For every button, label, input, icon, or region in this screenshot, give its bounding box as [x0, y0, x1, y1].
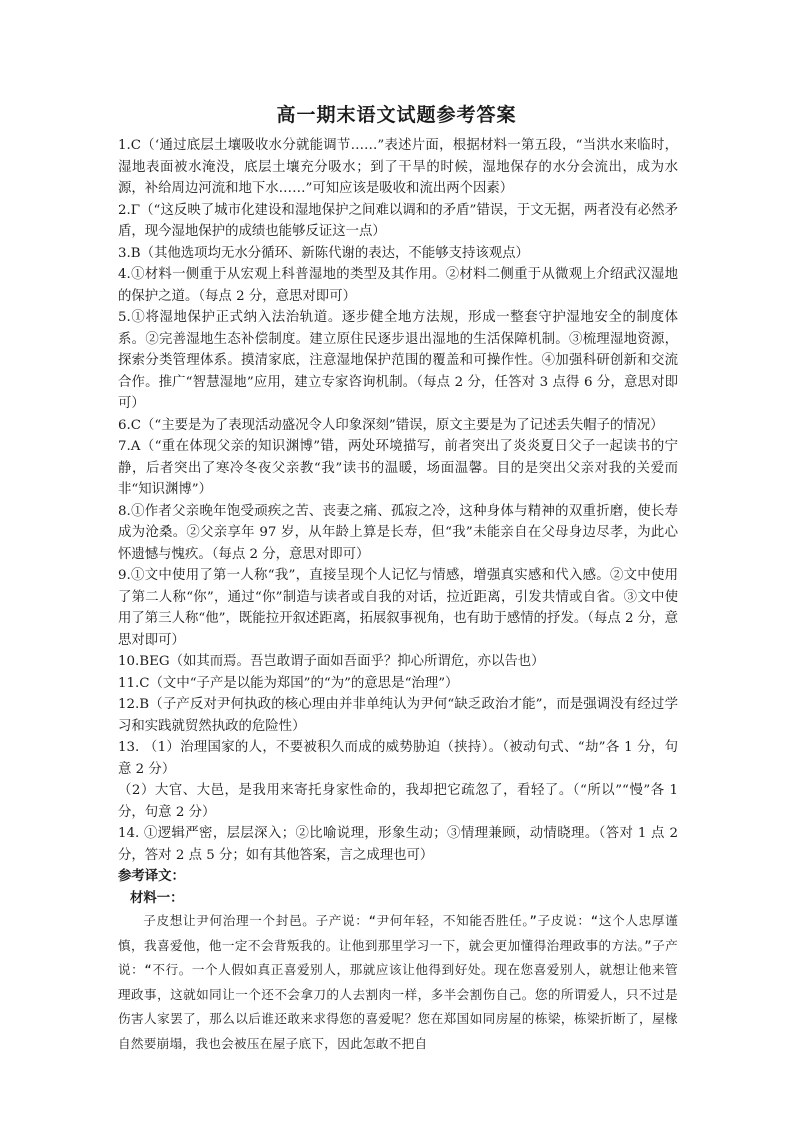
page-title: 高一期末语文试题参考答案: [276, 104, 517, 126]
answer-13-part-1: 13. （1）治理国家的人，不要被积久而成的威势胁迫（挟持）。（被动句式、“劫”各 1 分，句意 2 分）: [118, 740, 678, 777]
answer-1: 1.C（‘通过底层土壤吸收水分就能调节……”表述片面，根据材料一第五段，“当洪水来临时，湿地表面被水淹没，底层土壤充分吸水；到了干旱的时候，湿地保存的水分会流出，成为水源，补给周边河流和地下水……”可知应该是吸收和流出两个因素）: [118, 138, 678, 196]
answer-13-part-2: （2）大官、大邑，是我用来寄托身家性命的，我却把它疏忽了，看轻了。（“所以”“慢”各 1 分，句意 2 分）: [118, 783, 678, 820]
answer-4: 4.①材料一侧重于从宏观上科普湿地的类型及其作用。②材料二侧重于从微观上介绍武汉湿地的保护之道。（每点 2 分，意思对即可）: [118, 267, 678, 304]
answer-5: 5.①将湿地保护正式纳入法治轨道。逐步健全地方法规，形成一整套守护湿地安全的制度体系。②完善湿地生态补偿制度。建立原住民逐步退出湿地的生活保障机制。③梳理湿地资源，探索分类管理体系。摸清家底，注意湿地保护范围的覆盖和可操作性。④加强科研创新和交流合作。推广“智慧湿地”应用，建立专家咨询机制。（每点 2 分，任答对 3 点得 6 分，意思对即可）: [118, 310, 678, 411]
answer-content: [118, 135, 678, 1057]
answer-8: 8.①作者父亲晚年饱受顽疾之苦、丧妻之痛、孤寂之冷，这种身体与精神的双重折磨，使长寿成为沧桑。②父亲享年 97 岁，从年龄上算是长寿，但“我”未能亲自在父母身边尽孝，为此心怀遗憾与愧疚。（每点 2 分，意思对即可）: [118, 503, 678, 562]
material-one-heading: 材料一：: [130, 890, 184, 906]
answer-10: 10.BEG（如其而焉。吾岂敢谓子面如吾面乎？抑心所谓危，亦以告也）: [118, 654, 545, 669]
answer-14: 14. ①逻辑严密，层层深入；②比喻说理，形象生动；③情理兼顾，动情晓理。（答对 1 点 2 分，答对 2 点 5 分；如有其他答案，言之成理也可）: [118, 826, 678, 863]
reference-translation-heading: 参考译文：: [118, 869, 185, 884]
answer-3: 3.B（其他选项均无水分循环、新陈代谢的表达，不能够支持该观点）: [118, 245, 529, 261]
translation-paragraph: 子皮想让尹何治理一个封邑。子产说：“尹何年轻，不知能否胜任。”子皮说：“这个人忠厚谨慎，我喜爱他，他一定不会背叛我的。让他到那里学习一下，就会更加懂得治理政事的方法。”子产说：“不行。一个人假如真正喜爱别人，那就应该让他得到好处。现在您喜爱别人，就想让他来管理政事，这就如同让一个还不会拿刀的人去割肉一样，多半会割伤自己。您的所谓爱人，只不过是伤害人家罢了，那么以后谁还敢来求得您的喜爱呢？您在郑国如同房屋的栋梁，栋梁折断了，屋椽自然要崩塌，我也会被压在屋子底下，因此怎敢不把自: [118, 913, 678, 1051]
answer-7: 7.A（“重在体现父亲的知识渊博”错，两处环境描写，前者突出了炎炎夏日父子一起读书的宁静，后者突出了寒冷冬夜父亲教“我”读书的温暖，场面温馨。目的是突出父亲对我的关爱而非“知识渊博”）: [118, 439, 678, 497]
answer-6: 6.C（“主要是为了表现活动盛况令人印象深刻”错误，原文主要是为了记述丢失帽子的情况）: [118, 417, 664, 433]
answer-12: 12.B（子产反对尹何执政的核心理由并非单纯认为尹何“缺乏政治才能”，而是强调没有经过学习和实践就贸然执政的危险性）: [118, 697, 678, 734]
answer-9: 9.①文中使用了第一人称“我”，直接呈现个人记忆与情感，增强真实感和代入感。②文中使用了第二人称“你”，通过“你”制造与读者或自我的对话，拉近距离，引发共情或自省。③文中使用了第三人称“他”，既能拉开叙述距离，拓展叙事视角，也有助于感情的抒发。（每点 2 分，意思对即可）: [118, 568, 678, 648]
answer-11: 11.C（文中“子产是以能为郑国”的“为”的意思是“治理”）: [118, 675, 459, 691]
answer-2: 2.Γ（“这反映了城市化建设和湿地保护之间难以调和的矛盾”错误，于文无据，两者没有必然矛盾，现今湿地保护的成绩也能够反证这一点）: [118, 202, 678, 239]
